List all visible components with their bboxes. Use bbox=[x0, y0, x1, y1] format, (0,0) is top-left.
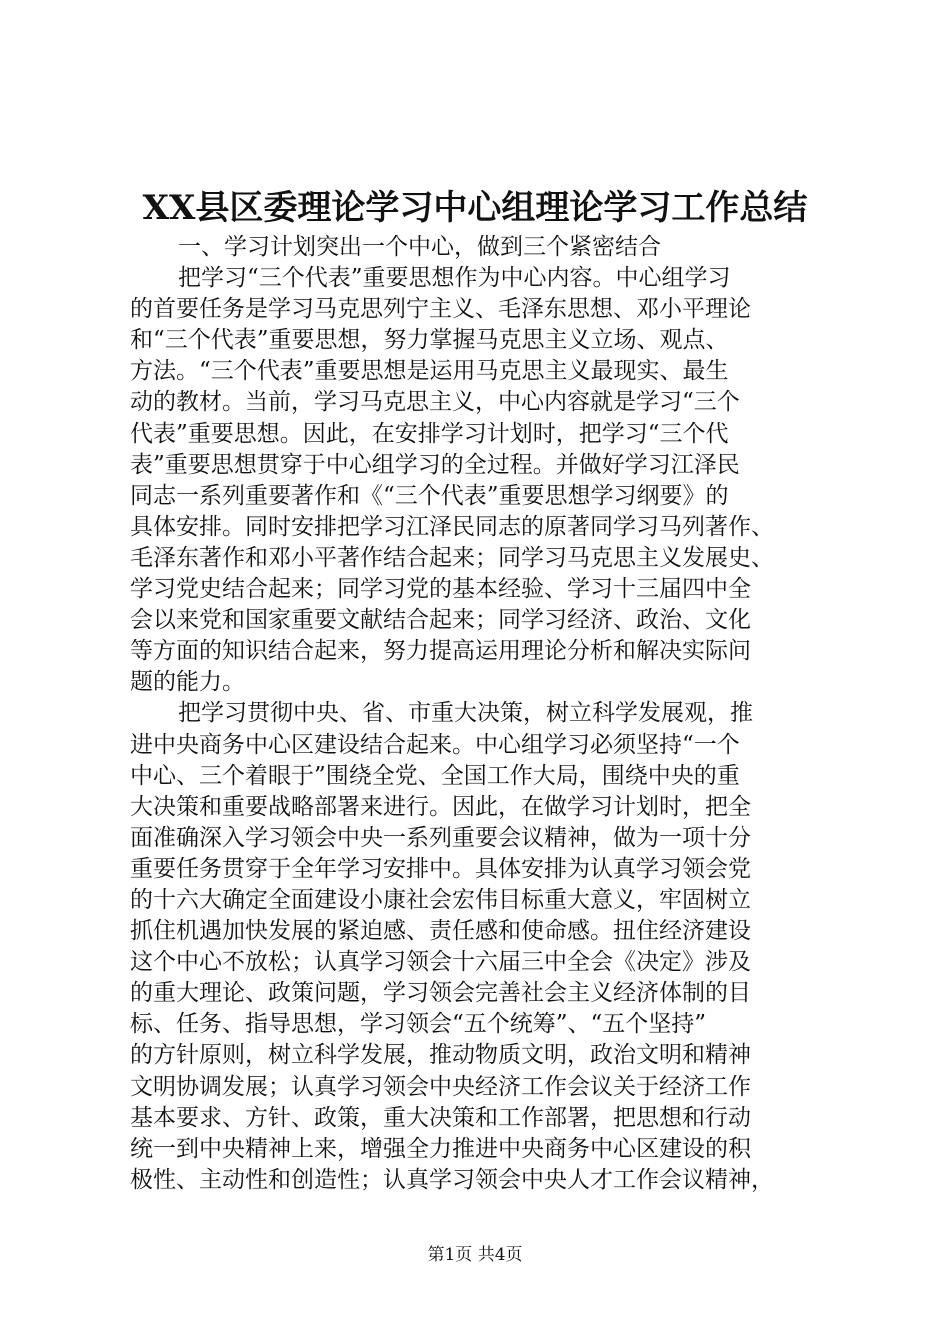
document-body bbox=[130, 232, 830, 1196]
paragraph-line: 题的能力。 bbox=[130, 669, 245, 696]
paragraph-line: 等方面的知识结合起来，努力提高运用理论分析和解决实际问 bbox=[130, 638, 751, 665]
paragraph-line: 的首要任务是学习马克思列宁主义、毛泽东思想、邓小平理论 bbox=[130, 296, 751, 323]
paragraph-line: 统一到中央精神上来，增强全力推进中央商务中心区建设的积 bbox=[130, 1135, 751, 1162]
paragraph-line: 和“三个代表”重要思想，努力掌握马克思主义立场、观点、 bbox=[130, 327, 729, 354]
paragraph-line: 进中央商务中心区建设结合起来。中心组学习必须坚持“一个 bbox=[130, 731, 740, 758]
paragraph-line: 把学习贯彻中央、省、市重大决策，树立科学发展观，推 bbox=[178, 700, 753, 727]
paragraph-line: 重要任务贯穿于全年学习安排中。具体安排为认真学习领会党 bbox=[130, 855, 751, 882]
paragraph-line: 毛泽东著作和邓小平著作结合起来；同学习马克思主义发展史、 bbox=[130, 544, 774, 571]
paragraph-line: 的方针原则，树立科学发展，推动物质文明，政治文明和精神 bbox=[130, 1042, 751, 1069]
paragraph-line: 动的教材。当前，学习马克思主义，中心内容就是学习“三个 bbox=[130, 389, 740, 416]
document-title: XX县区委理论学习中心组理论学习工作总结 bbox=[142, 188, 808, 228]
paragraph-line: 的重大理论、政策问题，学习领会完善社会主义经济体制的目 bbox=[130, 980, 751, 1007]
paragraph-line: 这个中心不放松；认真学习领会十六届三中全会《决定》涉及 bbox=[130, 949, 751, 976]
paragraph-line: 具体安排。同时安排把学习江泽民同志的原著同学习马列著作、 bbox=[130, 513, 774, 540]
paragraph-line: 学习党史结合起来；同学习党的基本经验、学习十三届四中全 bbox=[130, 576, 751, 603]
paragraph-line: 代表”重要思想。因此，在安排学习计划时，把学习“三个代 bbox=[130, 420, 729, 447]
paragraph-line: 中心、三个着眼于”围绕全党、全国工作大局，围绕中央的重 bbox=[130, 762, 740, 789]
paragraph-line: 基本要求、方针、政策，重大决策和工作部署，把思想和行动 bbox=[130, 1104, 751, 1131]
paragraph-line: 同志一系列重要著作和《“三个代表”重要思想学习纲要》的 bbox=[130, 482, 729, 509]
paragraph-line: 方法。“三个代表”重要思想是运用马克思主义最现实、最生 bbox=[130, 358, 729, 385]
page-number-footer: 第1页 共4页 bbox=[427, 1245, 523, 1265]
paragraph-line: 大决策和重要战略部署来进行。因此，在做学习计划时，把全 bbox=[130, 793, 751, 820]
paragraph-line: 极性、主动性和创造性；认真学习领会中央人才工作会议精神， bbox=[130, 1166, 774, 1193]
paragraph-line: 会以来党和国家重要文献结合起来；同学习经济、政治、文化 bbox=[130, 607, 751, 634]
paragraph-line: 文明协调发展；认真学习领会中央经济工作会议关于经济工作 bbox=[130, 1073, 751, 1100]
paragraph-line: 抓住机遇加快发展的紧迫感、责任感和使命感。扭住经济建设 bbox=[130, 918, 751, 945]
section-heading: 一、学习计划突出一个中心，做到三个紧密结合 bbox=[178, 234, 661, 260]
paragraph-line: 的十六大确定全面建设小康社会宏伟目标重大意义，牢固树立 bbox=[130, 886, 751, 913]
paragraph-line: 面准确深入学习领会中央一系列重要会议精神，做为一项十分 bbox=[130, 824, 751, 851]
paragraph-line: 表”重要思想贯穿于中心组学习的全过程。并做好学习江泽民 bbox=[130, 451, 740, 478]
paragraph-line: 把学习“三个代表”重要思想作为中心内容。中心组学习 bbox=[178, 265, 731, 292]
paragraph-line: 标、任务、指导思想，学习领会“五个统筹”、“五个坚持” bbox=[130, 1011, 707, 1038]
